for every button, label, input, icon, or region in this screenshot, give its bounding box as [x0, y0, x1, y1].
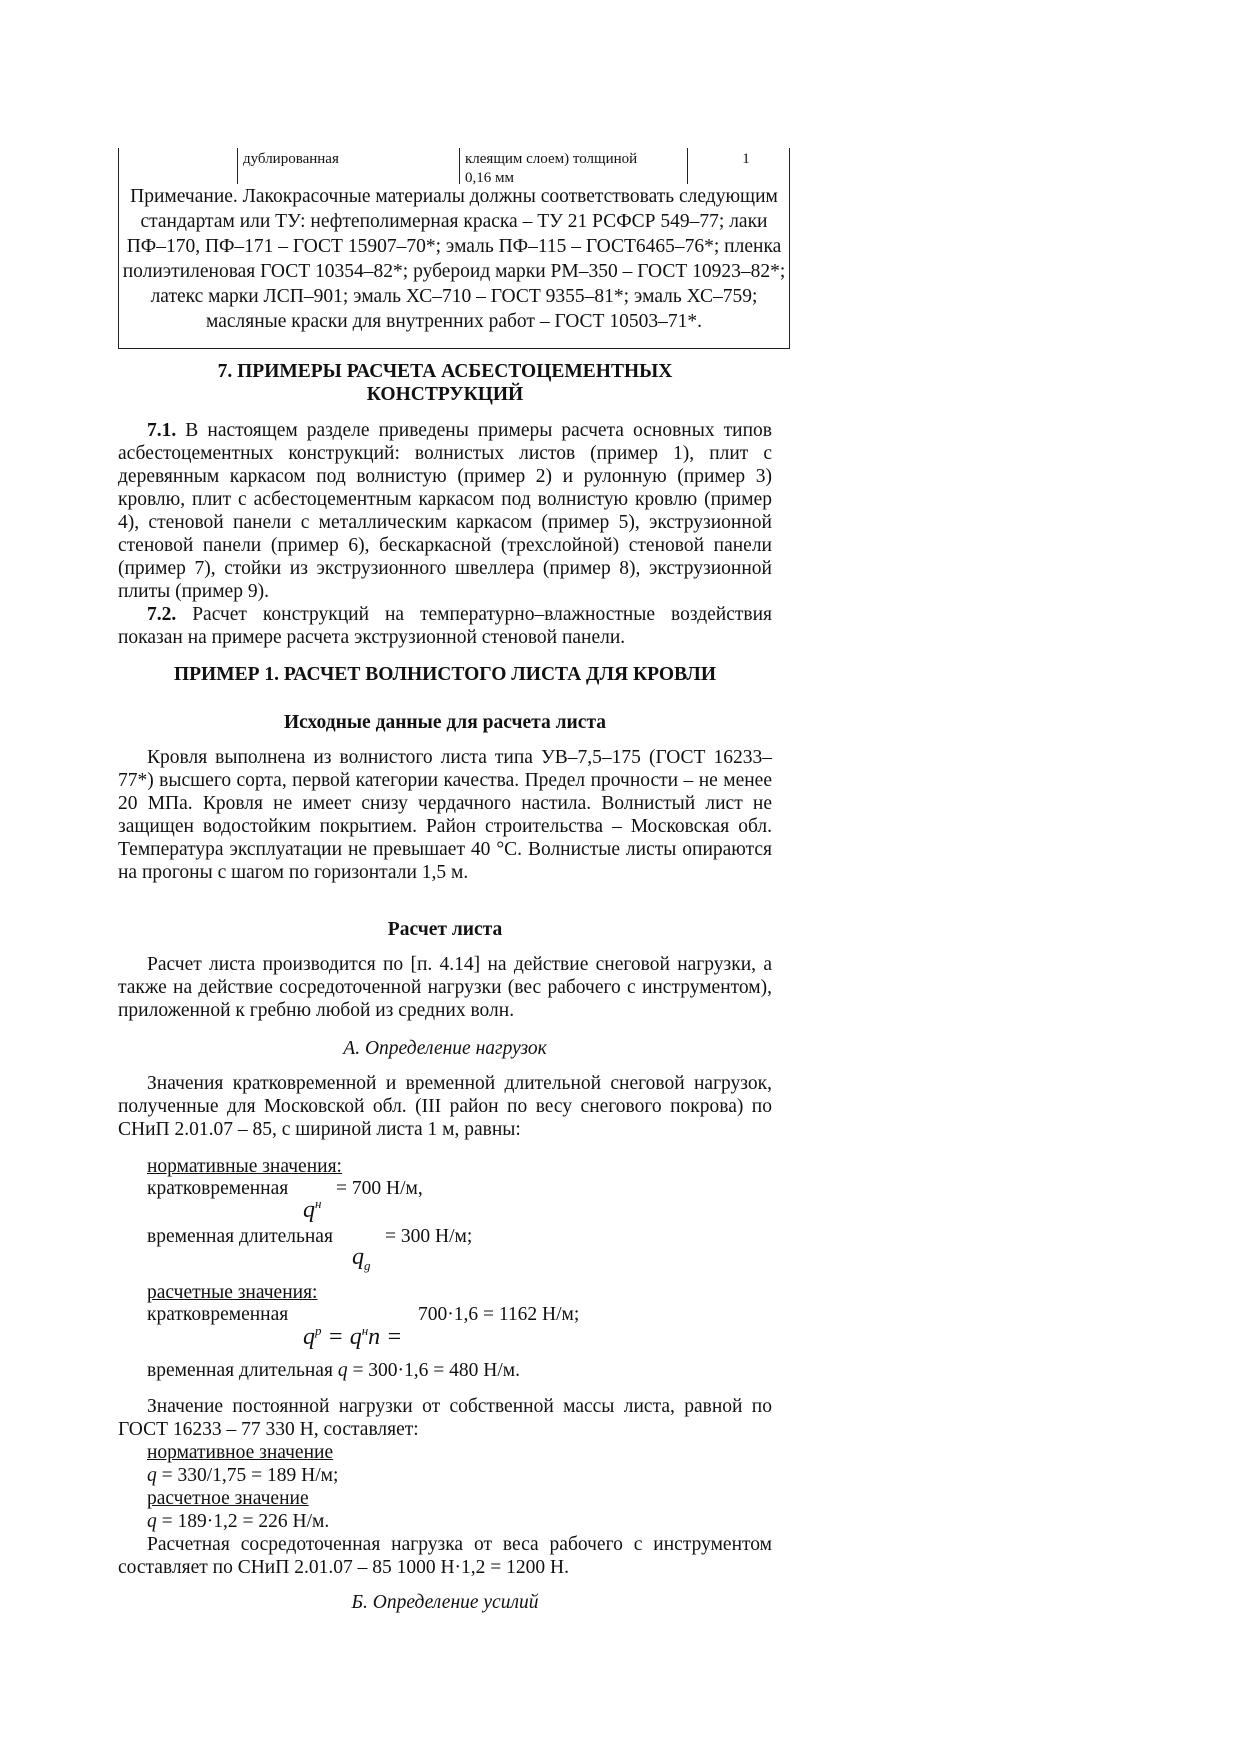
- paragraph-7-1: [118, 419, 772, 603]
- table-note: Примечание. Лакокрасочные материалы должны соответствовать следующим стандартам или ТУ: нефтеполимерная краска – ТУ 21 РСФСР 549–77; лаки ПФ–170, ПФ–171 – ГОСТ 15907–70*; эмаль ПФ–115 – ГОСТ6465–76*; пленка полиэтиленовая ГОСТ 10354–82*; рубероид марки РМ–350 – ГОСТ 10923–82*; латекс марки ЛСП–901; эмаль ХС–710 – ГОСТ 9355–81*; эмаль ХС–759; масляные краски для внутренних работ – ГОСТ 10503–71*.: [122, 186, 786, 332]
- input-data-paragraph: Кровля выполнена из волнистого листа типа УВ–7,5–175 (ГОСТ 16233–77*) высшего сорта, первой категории качества. Предел прочности – не менее 20 МПа. Кровля не имеет снизу чердачного настила. Волнистый лист не защищен водостойким покрытием. Район строительства – Московская обл. Температура эксплуатации не превышает 40 °С. Волнистые листы опираются на прогоны с шагом по горизонтали 1,5 м.: [118, 747, 772, 883]
- permanent-calc-value: = 189·1,2 = 226 Н/м.: [156, 1511, 330, 1532]
- long-term-label: временная длительная: [147, 1226, 333, 1247]
- formula-superscript: н: [361, 1323, 369, 1338]
- section-7-body: [118, 419, 772, 649]
- loads-text: [118, 1072, 772, 1141]
- table-cell-count: 1: [742, 151, 750, 167]
- forces-heading: Б. Определение усилий: [351, 1592, 539, 1613]
- table-cell-description-line1: клеящим слоем) толщиной: [465, 151, 638, 167]
- section-7-title: [118, 360, 772, 406]
- formula-superscript: p: [315, 1323, 322, 1338]
- long-term-calc-label: временная длительная: [147, 1360, 338, 1381]
- paragraph-number: 7.1.: [147, 420, 177, 441]
- formula-q-normative: [303, 1196, 321, 1224]
- paragraph-7-2: [118, 603, 772, 649]
- table-cell-description: [465, 150, 685, 188]
- calculated-values-label: расчетные значения:: [147, 1282, 318, 1303]
- formula-symbol: q: [147, 1465, 157, 1486]
- formula-symbol: q: [303, 1197, 315, 1223]
- formula-part: n =: [368, 1324, 403, 1350]
- formula-q-long: [352, 1244, 371, 1274]
- formula-superscript: н: [315, 1196, 322, 1211]
- sheet-calc-text: [118, 953, 772, 1022]
- sheet-calc-heading: Расчет листа: [387, 919, 503, 940]
- paragraph-text: Расчет конструкций на температурно–влажностные воздействия показан на примере расчета экструзионной стеновой панели.: [118, 604, 772, 648]
- long-term-normative-value: = 300 Н/м;: [385, 1226, 473, 1247]
- short-term-label-calc: кратковременная: [147, 1304, 289, 1325]
- table-cell-description-line2: 0,16 мм: [465, 170, 514, 186]
- permanent-calc-line: [147, 1510, 329, 1533]
- formula-symbol: q: [352, 1244, 364, 1270]
- short-term-calc-value: 700·1,6 = 1162 Н/м;: [418, 1304, 580, 1325]
- normative-values-label: нормативные значения:: [147, 1156, 342, 1177]
- table-column-divider: [459, 148, 460, 184]
- section-7-title-line2: КОНСТРУКЦИЙ: [366, 384, 524, 405]
- table-column-divider: [237, 148, 238, 184]
- permanent-load-text: [118, 1395, 772, 1441]
- long-term-calc-value: = 300·1,6 = 480 Н/м.: [347, 1360, 521, 1381]
- loads-paragraph: Значения кратковременной и временной длительной снеговой нагрузок, полученные для Московской обл. (III район по весу снегового покрова) по СНиП 2.01.07 – 85, с шириной листа 1 м, равны:: [118, 1073, 772, 1140]
- formula-symbol: q: [303, 1324, 315, 1350]
- permanent-calc-label: расчетное значение: [147, 1488, 309, 1509]
- permanent-normative-value: = 330/1,75 = 189 Н/м;: [156, 1465, 339, 1486]
- paragraph-text: В настоящем разделе приведены примеры расчета основных типов асбестоцементных конструкций: волнистых листов (пример 1), плит с деревянным каркасом под волнистую (пример 2) и рулонную (пример 3) кровлю, плит с асбестоцементным каркасом под волнистую кровлю (пример 4), стеновой панели с металлическим каркасом (пример 5), экструзионной стеновой панели (пример 6), бескаркасной (трехслойной) стеновой панели (пример 7), стойки из экструзионного швеллера (пример 8), экструзионной плиты (пример 9).: [118, 420, 772, 602]
- permanent-normative-line: [147, 1464, 338, 1487]
- loads-heading: А. Определение нагрузок: [343, 1038, 547, 1059]
- short-term-label: кратковременная: [147, 1178, 289, 1199]
- paragraph-number: 7.2.: [147, 604, 177, 625]
- formula-q-calc: [303, 1323, 402, 1351]
- formula-part: = q: [321, 1324, 362, 1350]
- example-1-title: ПРИМЕР 1. РАСЧЕТ ВОЛНИСТОГО ЛИСТА ДЛЯ КРОВЛИ: [173, 664, 717, 685]
- table-cell-material: дублированная: [243, 151, 339, 167]
- concentrated-load-text: [118, 1533, 772, 1579]
- permanent-load-paragraph: Значение постоянной нагрузки от собственной массы листа, равной по ГОСТ 16233 – 77 330 Н, составляет:: [118, 1396, 772, 1440]
- permanent-normative-label: нормативное значение: [147, 1442, 334, 1463]
- formula-symbol: q: [337, 1360, 348, 1381]
- section-7-title-line1: 7. ПРИМЕРЫ РАСЧЕТА АСБЕСТОЦЕМЕНТНЫХ: [217, 361, 673, 382]
- concentrated-load-paragraph: Расчетная сосредоточенная нагрузка от веса рабочего с инструментом составляет по СНиП 2.01.07 – 85 1000 Н·1,2 = 1200 Н.: [118, 1534, 772, 1578]
- sheet-calc-paragraph: Расчет листа производится по [п. 4.14] на действие снеговой нагрузки, а также на действие сосредоточенной нагрузки (вес рабочего с инструментом), приложенной к гребню любой из средних волн.: [118, 954, 772, 1021]
- formula-symbol: q: [147, 1511, 157, 1532]
- input-data-heading: Исходные данные для расчета листа: [283, 712, 607, 733]
- long-term-calc-line: [147, 1359, 520, 1382]
- input-data-text: [118, 746, 772, 884]
- table-column-divider: [687, 148, 688, 184]
- short-term-normative-value: = 700 Н/м,: [336, 1178, 423, 1199]
- formula-subscript: g: [364, 1257, 371, 1273]
- materials-table-fragment: [118, 148, 790, 349]
